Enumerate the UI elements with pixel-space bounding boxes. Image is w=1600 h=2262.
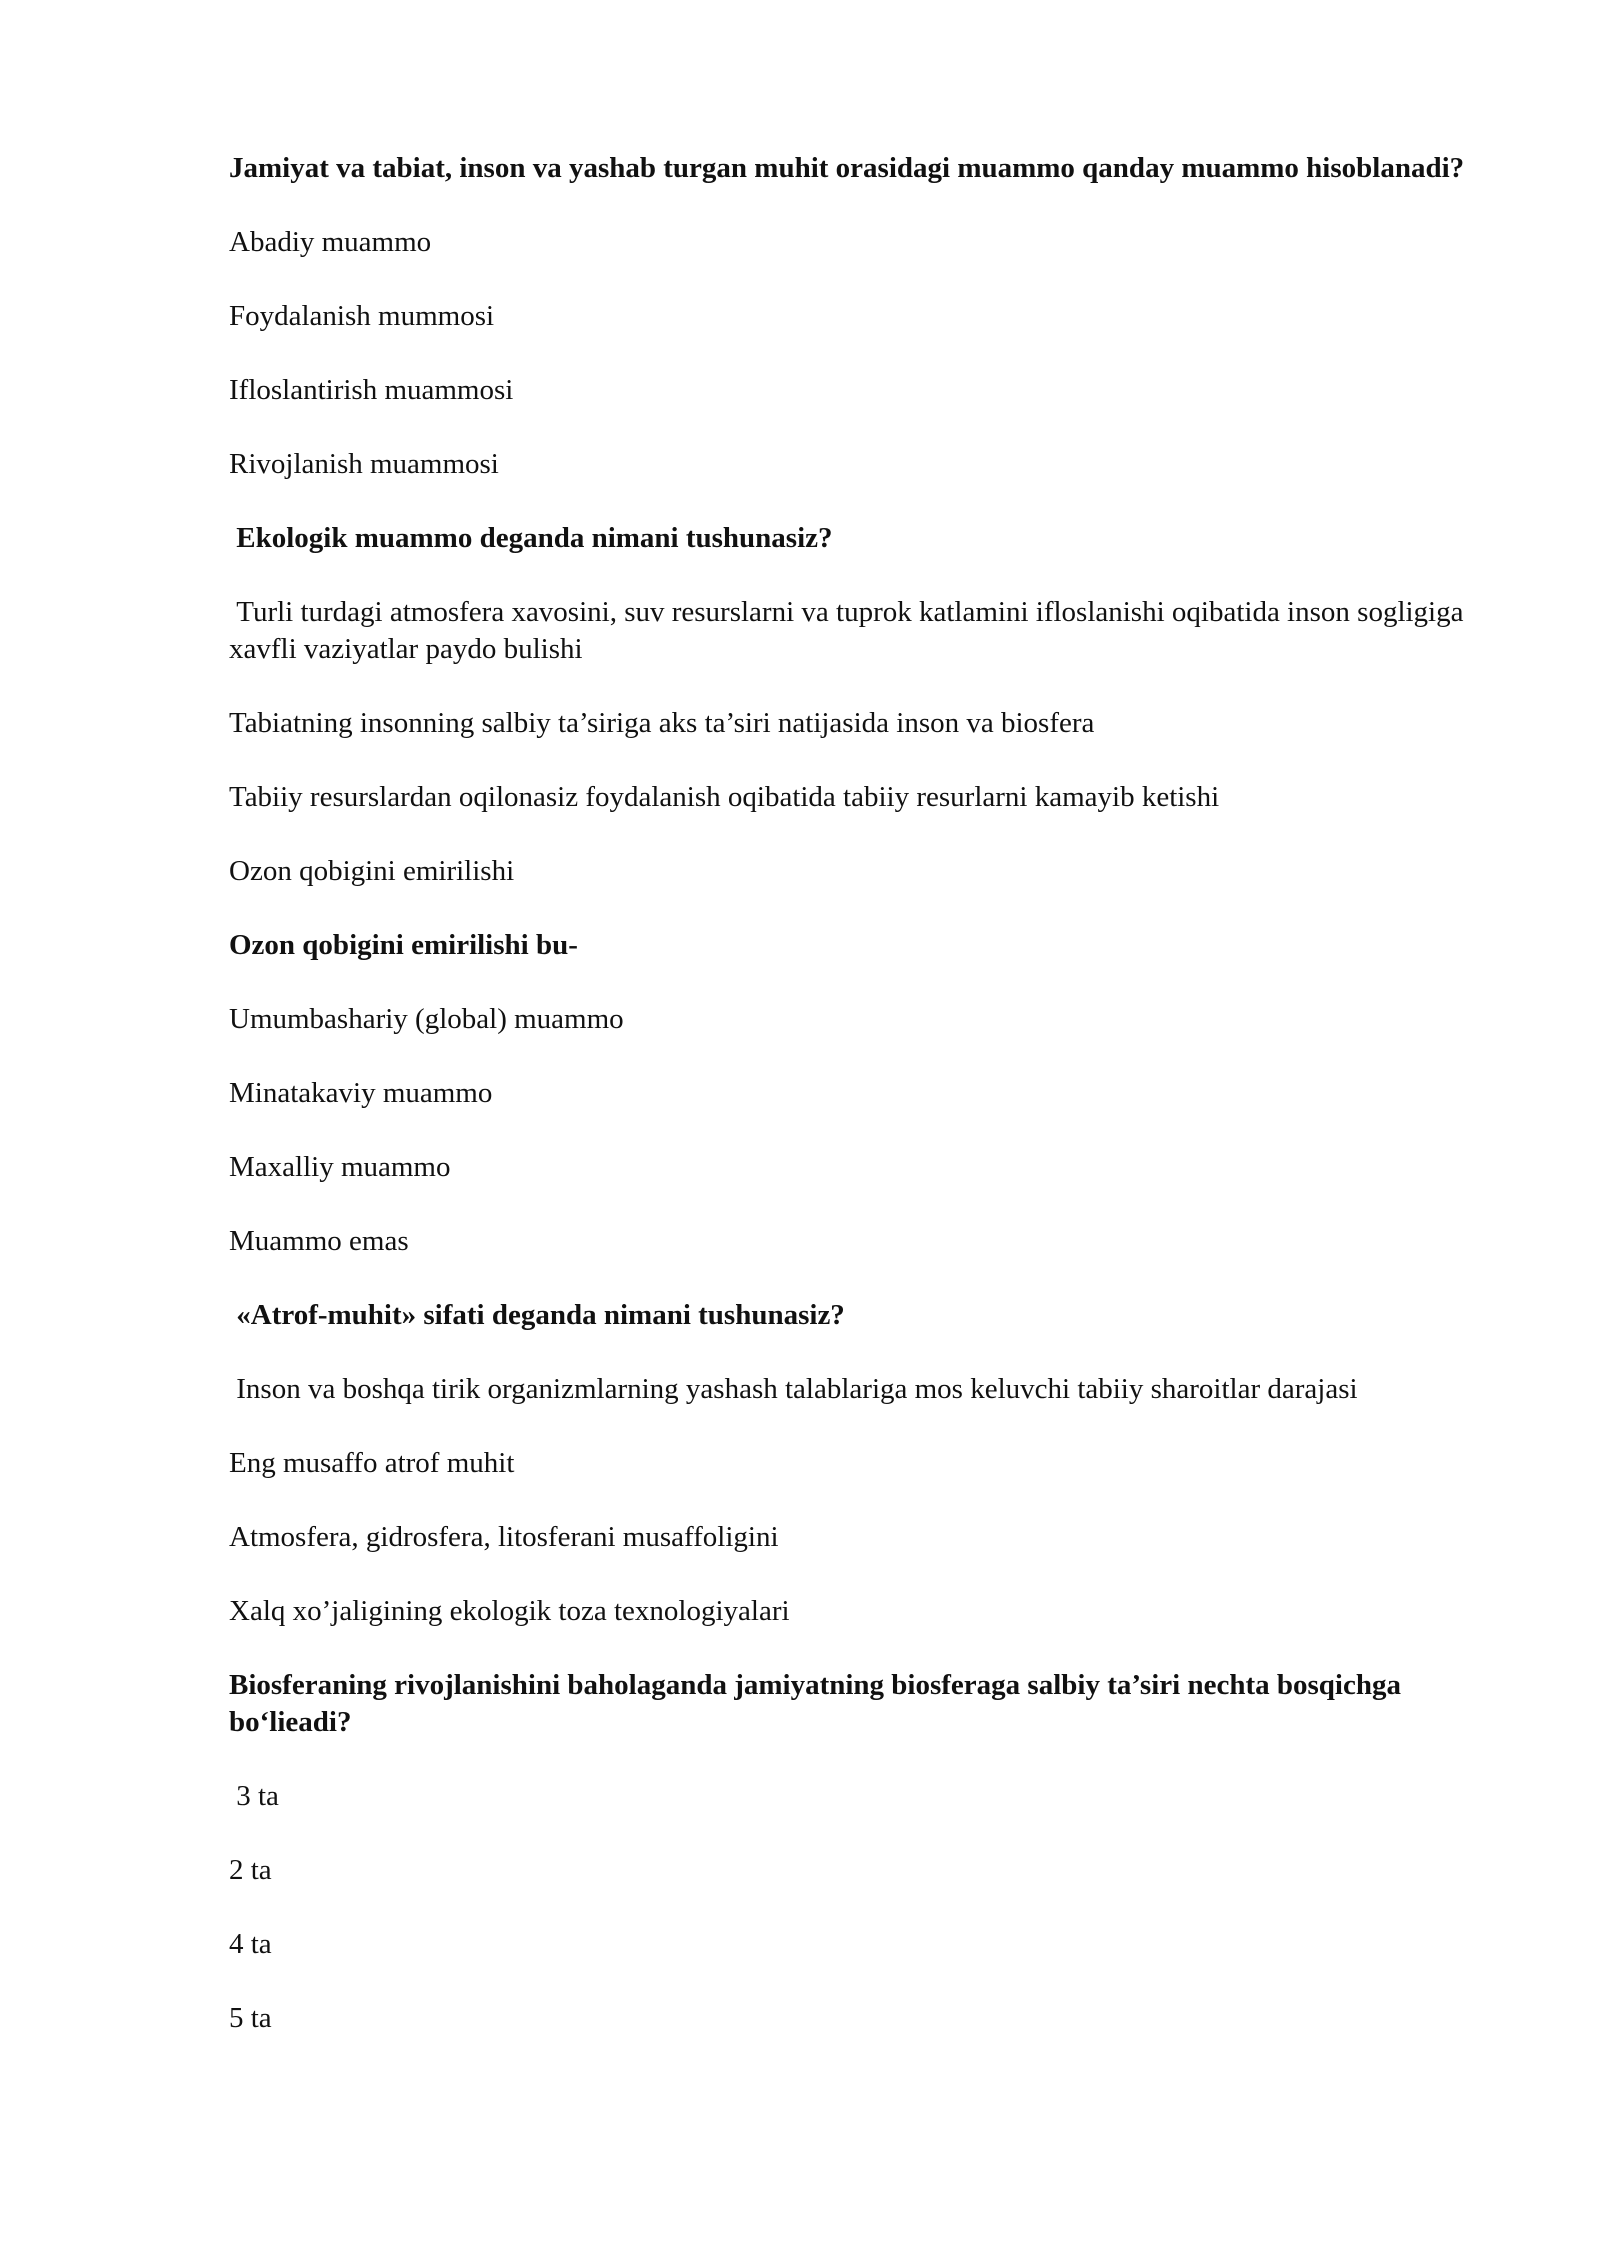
answer-option: Minatakaviy muammo bbox=[229, 1077, 493, 1109]
answer-option: Foydalanish mummosi bbox=[229, 300, 495, 332]
answer-option: Turli turdagi atmosfera xavosini, suv resurslarni va tuprok katlamini ifloslanishi oqibatida inson sogligiga xavfli vaziyatlar paydo bulishi bbox=[229, 596, 1471, 665]
question-text: Biosferaning rivojlanishini baholaganda jamiyatning biosferaga salbiy ta’siri nechta bosqichga bo‘lieadi? bbox=[229, 1669, 1401, 1738]
answer-option: Umumbashariy (global) muammo bbox=[229, 1003, 624, 1035]
question-group-4 bbox=[229, 1297, 1489, 1630]
question-group-3 bbox=[229, 927, 1489, 1260]
answer-option: Inson va boshqa tirik organizmlarning yashash talablariga mos keluvchi tabiiy sharoitlar darajasi bbox=[229, 1373, 1358, 1405]
answer-option: 2 ta bbox=[229, 1854, 272, 1886]
question-text: Jamiyat va tabiat, inson va yashab turgan muhit orasidagi muammo qanday muammo hisoblanadi? bbox=[229, 152, 1465, 184]
answer-option: Muammo emas bbox=[229, 1225, 409, 1257]
answer-option: Ifloslantirish muammosi bbox=[229, 374, 514, 406]
question-group-2 bbox=[229, 520, 1489, 890]
answer-option: Xalq xo’jaligining ekologik toza texnologiyalari bbox=[229, 1595, 790, 1627]
answer-option: Rivojlanish muammosi bbox=[229, 448, 499, 480]
answer-option: Abadiy muammo bbox=[229, 226, 432, 258]
answer-option: Tabiatning insonning salbiy ta’siriga aks ta’siri natijasida inson va biosfera bbox=[229, 707, 1095, 739]
question-text: Ozon qobigini emirilishi bu- bbox=[229, 929, 578, 961]
answer-option: Ozon qobigini emirilishi bbox=[229, 855, 515, 887]
answer-option: Tabiiy resurslardan oqilonasiz foydalanish oqibatida tabiiy resurlarni kamayib ketishi bbox=[229, 781, 1220, 813]
answer-option: Atmosfera, gidrosfera, litosferani musaffoligini bbox=[229, 1521, 779, 1553]
answer-option: Maxalliy muammo bbox=[229, 1151, 451, 1183]
answer-option: 4 ta bbox=[229, 1928, 272, 1960]
question-text: Ekologik muammo deganda nimani tushunasiz? bbox=[229, 522, 833, 554]
answer-option: Eng musaffo atrof muhit bbox=[229, 1447, 515, 1479]
document-content bbox=[229, 150, 1489, 2074]
answer-option: 5 ta bbox=[229, 2002, 272, 2034]
question-text: «Atrof-muhit» sifati deganda nimani tushunasiz? bbox=[229, 1299, 845, 1331]
question-group-1 bbox=[229, 150, 1489, 483]
answer-option: 3 ta bbox=[229, 1780, 279, 1812]
question-group-5 bbox=[229, 1667, 1489, 2037]
